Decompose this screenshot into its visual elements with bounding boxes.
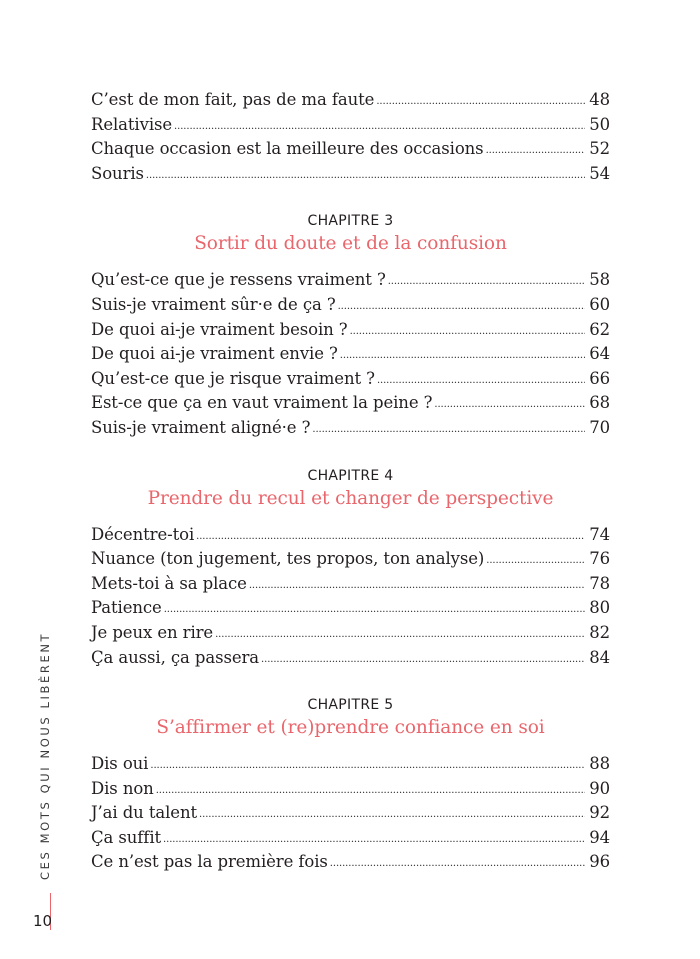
toc-entry-title: C’est de mon fait, pas de ma faute — [91, 90, 375, 109]
toc-entry-page: 92 — [589, 803, 610, 823]
toc-entry-page: 68 — [589, 393, 610, 413]
toc-entry[interactable] — [91, 596, 610, 621]
toc-entry-page: 66 — [589, 368, 610, 388]
toc-entry[interactable] — [91, 268, 610, 293]
dot-leader — [340, 344, 585, 369]
toc-entry-page: 88 — [589, 754, 610, 774]
dot-leader — [174, 115, 585, 140]
toc-entry-page: 78 — [589, 573, 610, 593]
chapter-header — [91, 211, 610, 257]
toc-entry[interactable] — [91, 850, 610, 875]
dot-leader — [156, 779, 585, 804]
toc-entry-page: 64 — [589, 344, 610, 364]
toc-entry[interactable] — [91, 391, 610, 416]
toc-entry-page: 94 — [589, 827, 610, 847]
toc-entry-title: Suis-je vraiment aligné·e ? — [91, 417, 311, 437]
toc-entry[interactable] — [91, 342, 610, 367]
chapter-label: CHAPITRE 4 — [307, 467, 394, 484]
toc-entry-page: 52 — [589, 139, 610, 159]
toc-entry-title: Qu’est-ce que je ressens vraiment ? — [91, 270, 386, 290]
toc-entry[interactable] — [91, 777, 610, 802]
chapter-header — [91, 466, 610, 512]
toc-entry[interactable] — [91, 572, 610, 597]
toc-entry-page: 54 — [589, 163, 610, 183]
dot-leader — [261, 648, 585, 673]
toc-entry-title: Souris — [91, 163, 144, 183]
dot-leader — [164, 598, 586, 623]
toc-entry[interactable] — [91, 646, 610, 671]
toc-entry-title: Chaque occasion est la meilleure des occasions — [91, 139, 484, 159]
toc-entry[interactable] — [91, 88, 610, 113]
toc-entry-title: Ça aussi, ça passera — [91, 647, 260, 667]
toc-entry-title: J’ai du talent — [91, 803, 198, 823]
chapter-label: CHAPITRE 5 — [307, 697, 394, 714]
dot-leader — [163, 828, 585, 853]
dot-leader — [215, 623, 585, 648]
toc-section-chapter-5 — [91, 752, 610, 875]
toc-entry-page: 84 — [589, 647, 610, 667]
dot-leader — [196, 525, 585, 550]
toc-entry-title: Décentre-toi — [91, 524, 195, 544]
toc-entry-title: Nuance (ton jugement, tes propos, ton analyse) — [91, 549, 485, 569]
toc-entry-page: 48 — [589, 90, 610, 109]
toc-entry-page: 62 — [589, 319, 610, 339]
toc-entry[interactable] — [91, 826, 610, 851]
toc-entry-page: 50 — [589, 114, 610, 134]
toc-entry-title: Dis non — [91, 778, 154, 798]
toc-entry[interactable] — [91, 801, 610, 826]
toc-entry-title: Mets-toi à sa place — [91, 573, 247, 593]
toc-entry-page: 90 — [589, 778, 610, 798]
dot-leader — [388, 270, 586, 295]
dot-leader — [330, 852, 585, 877]
toc-entry-title: Est-ce que ça en vaut vraiment la peine ? — [91, 393, 433, 413]
toc-entry-title: Dis oui — [91, 754, 149, 774]
dot-leader — [350, 320, 586, 345]
chapter-label: CHAPITRE 3 — [307, 213, 394, 230]
toc-entry-page: 58 — [589, 270, 610, 290]
toc-entry[interactable] — [91, 367, 610, 392]
toc-entry-title: Je peux en rire — [91, 622, 214, 642]
toc-entry[interactable] — [91, 137, 610, 162]
toc-entry-page: 76 — [589, 549, 610, 569]
toc-entry-page: 74 — [589, 524, 610, 544]
toc-entry[interactable] — [91, 416, 610, 441]
toc-entry-page: 60 — [589, 294, 610, 314]
toc-entry[interactable] — [91, 621, 610, 646]
chapter-title[interactable]: Prendre du recul et changer de perspective — [147, 487, 554, 509]
toc-entry-title: Patience — [91, 598, 162, 618]
toc-entry[interactable] — [91, 113, 610, 138]
dot-leader — [150, 754, 585, 779]
running-title: CES MOTS QUI NOUS LIBÈRENT — [38, 631, 52, 880]
toc-entry[interactable] — [91, 318, 610, 343]
chapter-title[interactable]: Sortir du doute et de la confusion — [194, 233, 507, 255]
toc-entry[interactable] — [91, 547, 610, 572]
toc-entry-page: 96 — [589, 852, 610, 872]
toc-section-chapter-3 — [91, 268, 610, 440]
toc-section-chapter-4 — [91, 523, 610, 671]
toc-entry-title: Relativise — [91, 114, 173, 134]
toc-entry[interactable] — [91, 162, 610, 187]
toc-entry-page: 70 — [589, 417, 610, 437]
table-of-contents — [91, 88, 610, 875]
toc-entry-title: Ce n’est pas la première fois — [91, 852, 328, 872]
toc-entry[interactable] — [91, 523, 610, 548]
dot-leader — [486, 549, 585, 574]
dot-leader — [376, 90, 585, 115]
dot-leader — [486, 139, 586, 164]
toc-entry-title: De quoi ai-je vraiment besoin ? — [91, 319, 348, 339]
dot-leader — [338, 295, 586, 320]
toc-entry[interactable] — [91, 293, 610, 318]
dot-leader — [249, 574, 585, 599]
dot-leader — [312, 418, 585, 443]
dot-leader — [199, 803, 585, 828]
toc-entry-title: De quoi ai-je vraiment envie ? — [91, 344, 338, 364]
toc-section-continuation — [91, 88, 610, 186]
chapter-title[interactable]: S’affirmer et (re)prendre confiance en soi — [156, 717, 545, 739]
chapter-header — [91, 695, 610, 741]
toc-entry[interactable] — [91, 752, 610, 777]
toc-entry-page: 80 — [589, 598, 610, 618]
dot-leader — [377, 369, 585, 394]
toc-entry-title: Qu’est-ce que je risque vraiment ? — [91, 368, 375, 388]
toc-entry-title: Ça suffit — [91, 827, 162, 847]
dot-leader — [434, 393, 585, 418]
dot-leader — [146, 164, 585, 189]
toc-entry-title: Suis-je vraiment sûr·e de ça ? — [91, 294, 336, 314]
toc-entry-page: 82 — [589, 622, 610, 642]
page-number: 10 — [33, 912, 53, 930]
